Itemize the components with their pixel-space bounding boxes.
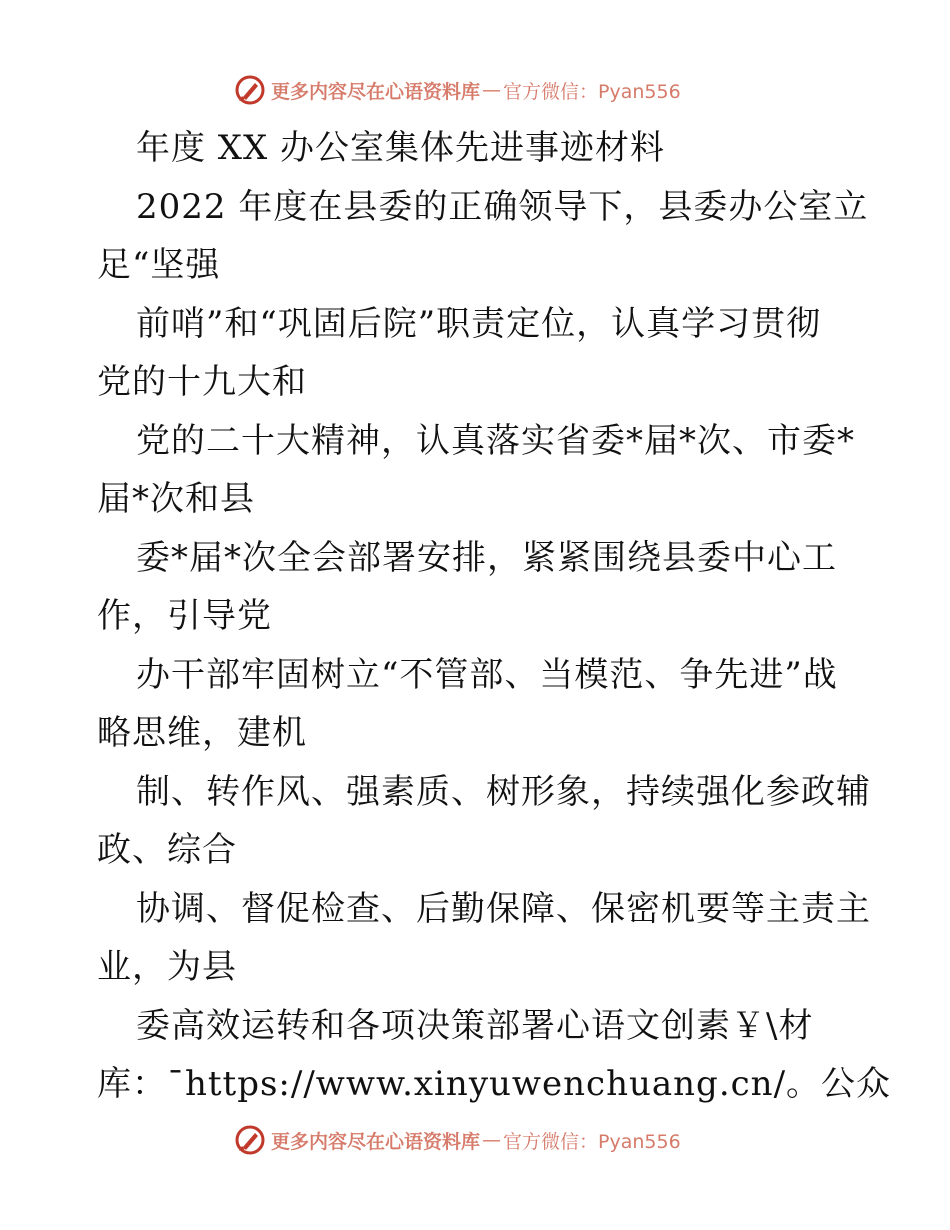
pen-logo-icon (233, 1123, 267, 1157)
paragraph-line: 前哨”和“巩固后院”职责定位，认真学习贯彻 (136, 304, 822, 344)
paragraph-line: 制、转作风、强素质、树形象，持续强化参政辅 (136, 772, 871, 812)
paragraph-line: 略思维，建机 (97, 713, 307, 753)
banner-separator: — (482, 1129, 502, 1151)
paragraph-line: 党的二十大精神，认真落实省委*届*次、市委* (136, 421, 855, 461)
paragraph-line: 2022 年度在县委的正确领导下，县委办公室立 (136, 187, 869, 227)
paragraph-line: 足“坚强 (97, 245, 221, 285)
paragraph-line: 协调、督促检查、后勤保障、保密机要等主责主 (136, 889, 871, 929)
paragraph-line: 党的十九大和 (97, 362, 307, 402)
pen-logo-icon (233, 73, 267, 107)
paragraph-line: 委高效运转和各项决策部署心语文创素￥\材 (136, 1006, 814, 1046)
banner-text: 更多内容尽在心语资料库 (271, 80, 481, 103)
paragraph-line: 办干部牢固树立“不管部、当模范、争先进”战 (136, 655, 838, 695)
banner-text: 更多内容尽在心语资料库 (271, 1130, 481, 1153)
paragraph-line: 届*次和县 (97, 479, 255, 519)
paragraph-line: 委*届*次全会部署安排，紧紧围绕县委中心工 (136, 538, 837, 578)
document-title: 年度 XX 办公室集体先进事迹材料 (136, 128, 666, 168)
footer-watermark-banner (233, 1122, 681, 1158)
banner-separator: — (482, 79, 502, 101)
banner-contact: 官方微信：Pyan556 (503, 80, 681, 103)
paragraph-line: 政、综合 (97, 830, 237, 870)
paragraph-line: 作，引导党 (97, 596, 272, 636)
banner-contact: 官方微信：Pyan556 (503, 1130, 681, 1153)
paragraph-line: 业，为县 (97, 947, 237, 987)
header-watermark-banner (233, 72, 681, 108)
paragraph-line: 库：¯https://www.xinyuwenchuang.cn/。公众 (97, 1064, 892, 1104)
